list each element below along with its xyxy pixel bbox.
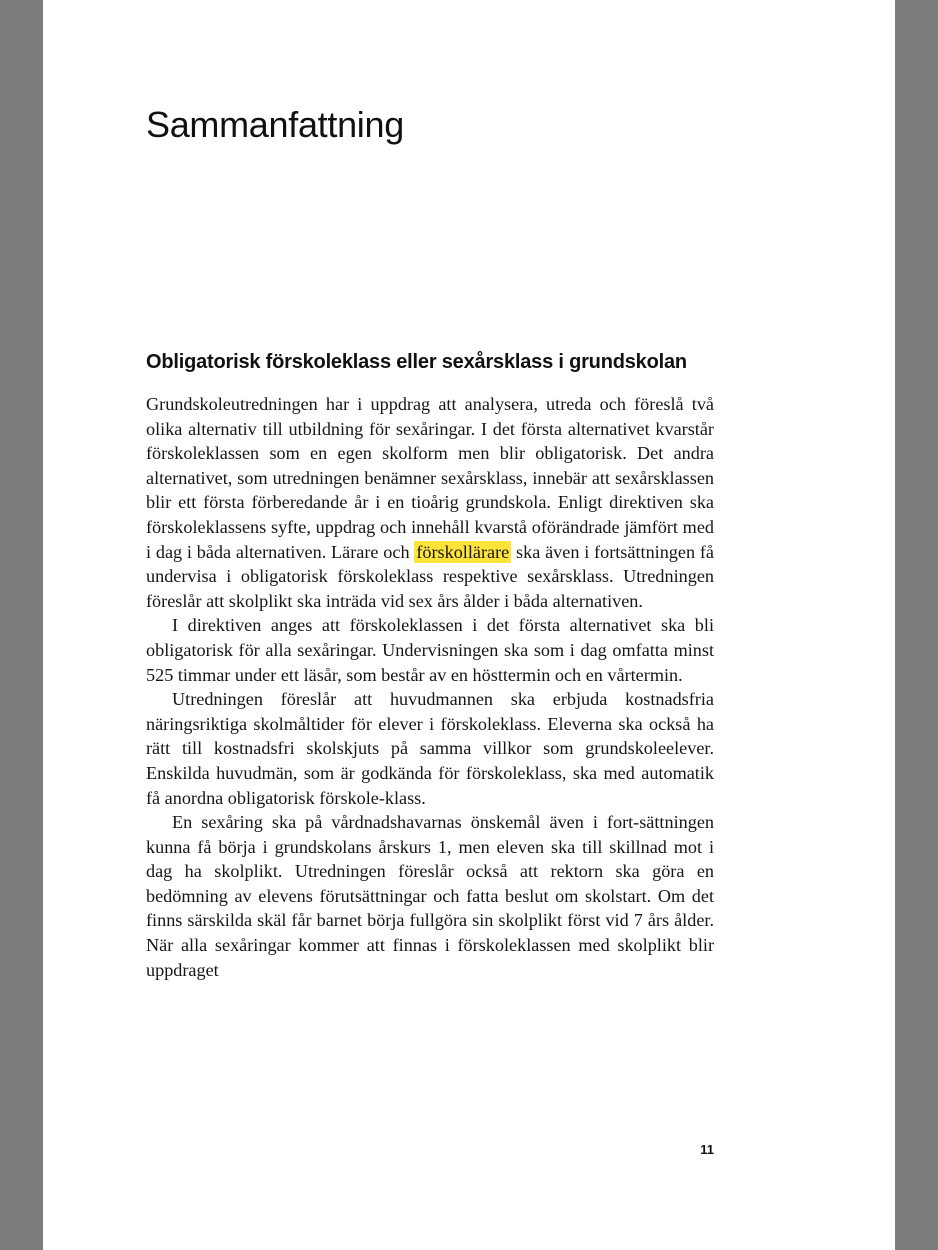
page-number: 11: [700, 1142, 714, 1157]
paragraph-4: En sexåring ska på vårdnadshavarnas önskemål även i fort-sättningen kunna få börja i grundskolans årskurs 1, men eleven ska till skillnad mot i dag ha skolplikt. Utredningen föreslår också att rektorn ska göra en bedömning av elevens förutsättningar och fatta beslut om skolstart. Om det finns särskilda skäl får barnet börja fullgöra sin skolplikt först vid 7 års ålder. När alla sexåringar kommer att finnas i förskoleklassen med skolplikt blir uppdraget: [146, 812, 714, 980]
paragraph-1: [146, 392, 714, 613]
paragraph-3: Utredningen föreslår att huvudmannen ska erbjuda kostnadsfria näringsriktiga skolmåltider för elever i förskoleklass. Eleverna ska också ha rätt till kostnadsfri skolskjuts på samma villkor som grundskoleelever. Enskilda huvudmän, som är godkända för förskoleklass, ska med automatik få anordna obligatorisk förskole-klass.: [146, 689, 714, 808]
document-page: [43, 0, 895, 1250]
paragraph-2: I direktiven anges att förskoleklassen i det första alternativet ska bli obligatorisk för alla sexåringar. Undervisningen ska som i dag omfatta minst 525 timmar under ett läsår, som består av en hösttermin och en vårtermin.: [146, 615, 714, 685]
chapter-title: Sammanfattning: [146, 104, 404, 145]
paragraph-1-text-end: ska även i fortsättningen få undervisa i obligatorisk förskoleklass respektive sexårsklass. Utredningen föreslår att skolplikt ska inträda vid sex års ålder i båda alternativen.: [146, 541, 714, 611]
body-text: [146, 392, 714, 982]
section-heading: Obligatorisk förskoleklass eller sexårsklass i grundskolan: [146, 351, 687, 373]
paragraph-1-text-start: Grundskoleutredningen har i uppdrag att analysera, utreda och föreslå två olika alternativ till utbildning för sexåringar. I det första alternativet kvarstår förskoleklassen som en egen skolform men blir obligatorisk. Det andra alternativet, som utredningen benämner sexårsklass, innebär att sexårsklassen blir ett första förberedande år i en tioårig grundskola. Enligt direktiven ska förskoleklassens syfte, uppdrag och innehåll kvarstå oförändrade jämfört med i dag i båda alternativen. Lärare och: [146, 394, 714, 562]
highlighted-word[interactable]: förskollärare: [416, 541, 510, 562]
